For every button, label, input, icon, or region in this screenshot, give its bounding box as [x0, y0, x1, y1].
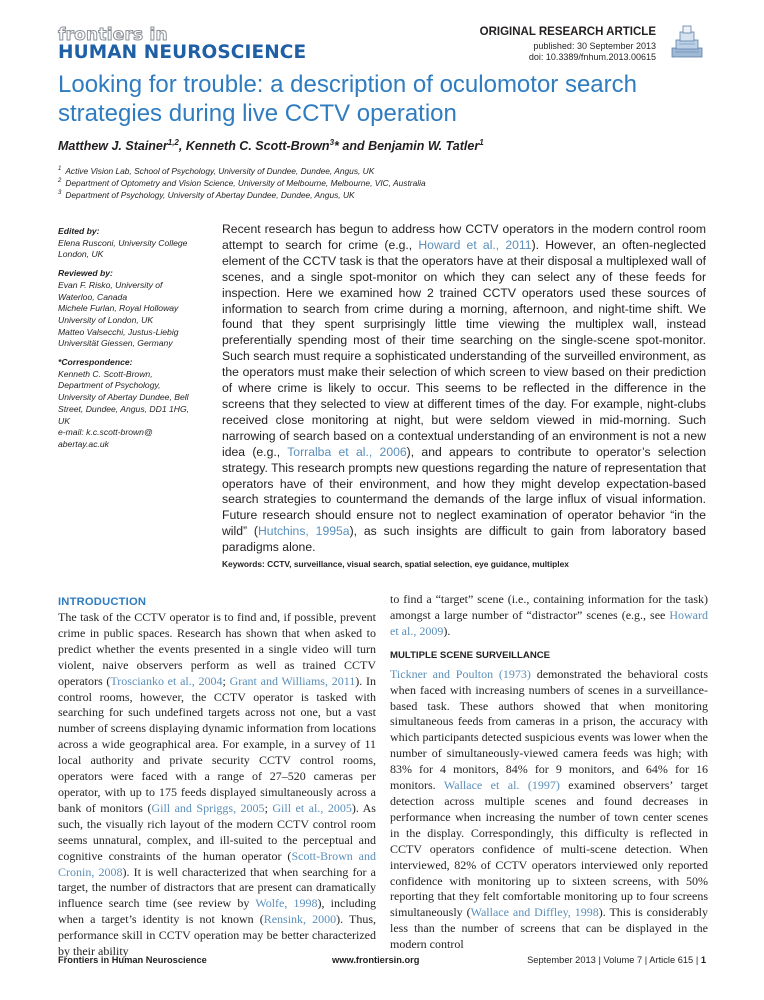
sidebar-line: Kenneth C. Scott-Brown, [58, 368, 153, 379]
author-list [58, 138, 484, 153]
affiliation-number: 2 [58, 178, 62, 185]
doi[interactable]: doi: 10.3389/fnhum.2013.00615 [528, 52, 656, 62]
article-title: Looking for trouble: a description of oculomotor search strategies during live CCTV operation [58, 71, 637, 127]
affiliation-text: Department of Psychology, University of Abertay Dundee, Dundee, Angus, UK [65, 190, 355, 200]
page-number: 1 [700, 955, 706, 965]
body-column-left [58, 596, 377, 960]
footer-volume: Volume 7 [603, 955, 643, 965]
author-name[interactable]: Matthew J. Stainer [58, 139, 168, 154]
body-text: ), including when a target’s identity is not known ( [58, 896, 376, 927]
citation-link[interactable]: Howard et al., 2009 [390, 607, 708, 638]
journal-logo-bottom: HUMAN NEUROSCIENCE [58, 42, 307, 63]
author-name[interactable]: Benjamin W. Tatler [368, 139, 480, 154]
citation-link[interactable]: Torralba et al., 2006 [287, 444, 407, 459]
affiliation-text: Active Vision Lab, School of Psychology, University of Dundee, Dundee, Angus, UK [65, 166, 375, 176]
author-name[interactable]: Kenneth C. Scott-Brown [185, 139, 330, 154]
citation-link[interactable]: Tickner and Poulton (1973) [390, 666, 531, 681]
affiliation-number: 1 [58, 166, 62, 173]
sidebar-line: Waterloo, Canada [58, 291, 128, 302]
body-text: demonstrated the behavioral costs when faced with increasing numbers of scenes in a surveillance-based task. These authors showed that when monitoring simultaneous feeds from cameras in a prison, the accuracy with which participants detected suspicious events was lower when the number of simultaneously-viewed camera feeds was high; with 83% for 4 monitors, 84% for 9 monitors, and 64% for 16 monitors. [390, 666, 708, 793]
body-text: ; [222, 673, 230, 688]
published-date: published: 30 September 2013 [533, 41, 656, 51]
sidebar-line: Matteo Valsecchi, Justus-Liebig [58, 326, 179, 337]
body-text: The task of the CCTV operator is to find and, if possible, prevent crime in public spaces. Research has shown that when asked to predict whether the events presented in a single video will turn violent, naive observers perform as well as trained CCTV operators ( [58, 610, 376, 688]
citation-link[interactable]: Troscianko et al., 2004 [110, 673, 223, 688]
affiliation [58, 178, 426, 188]
email-line[interactable]: abertay.ac.uk [58, 438, 109, 449]
correspondence-label: *Correspondence: [58, 357, 133, 368]
footer-issue-info [527, 955, 706, 965]
citation-link[interactable]: Scott-Brown and Cronin, 2008 [58, 848, 377, 879]
editorial-sidebar [58, 222, 230, 451]
sidebar-line: University of Abertay Dundee, Bell [58, 392, 189, 403]
sidebar-line: University of London, UK [58, 314, 154, 325]
body-text: ). Thus, performance skill in CCTV operation may be better characterized by their ability [58, 912, 376, 959]
footer-article-number: Article 615 [649, 955, 694, 965]
footer-date: September 2013 [527, 955, 596, 965]
sidebar-line: Street, Dundee, Angus, DD1 1HG, [58, 403, 190, 414]
affiliation-text: Department of Optometry and Vision Science, University of Melbourne, Melbourne, VIC, Australia [65, 178, 426, 188]
citation-link[interactable]: Gill and Spriggs, 2005 [151, 800, 265, 815]
affiliation-number: 3 [58, 190, 62, 197]
citation-link[interactable]: Howard et al., 2011 [418, 237, 532, 252]
footer-separator: | [693, 955, 701, 965]
body-text: ). In control rooms, however, the CCTV operator is tasked with searching for such undefined targets across not one, but a vast number of screens displaying dynamic information from locations across a wide geographical area. For example, in a survey of 11 local authority and private security CCTV control rooms, operators were faced with a range of 27–520 cameras per operator, with up to 175 feeds displayed simultaneously across a bank of monitors ( [58, 673, 376, 815]
citation-link[interactable]: Gill et al., 2005 [272, 800, 352, 815]
sidebar-line: Evan F. Risko, University of [58, 279, 163, 290]
body-text: examined observers’ target detection across multiple scenes and found decreases in performance when increasing the number of town center scenes in the display. Correspondingly, this difficulty is reflected in CCTV operators confidence of multi-scene detection. When interviewed, 82% of CCTV operators interviewed only reported confidence with monitoring up to sixteen screens, with 50% reporting that they felt comfortable monitoring up to four screens simultaneously ( [390, 778, 709, 920]
footer-journal-name: Frontiers in Human Neuroscience [58, 955, 207, 965]
citation-link[interactable]: Grant and Williams, 2011 [229, 673, 356, 688]
abstract [222, 222, 706, 556]
author-affil-sup: 1 [479, 138, 484, 147]
corresponding-mark: * [334, 139, 339, 154]
edited-by-label: Edited by: [58, 226, 100, 236]
abstract-text: ), and appears to contribute to operator’s selection strategy. This research prompts new questions regarding the nature of representation that operators have of their environment, and how they might develop expectation-based search strategies to countermand the demands of the large influx of visual information. Future research should ensure not to neglect examination of operator behavior “in the wild” ( [222, 444, 706, 539]
sidebar-line: London, UK [58, 249, 104, 260]
abstract-text: ), as such insights are difficult to gain from laboratory based paradigms alone. [222, 524, 707, 555]
journal-brand-icon [670, 24, 704, 60]
abstract-text: Recent research has begun to address how CCTV operators in the modern control room attempt to search for crime (e.g., [222, 222, 706, 252]
sidebar-line: Elena Rusconi, University College [58, 237, 188, 248]
affiliation [58, 190, 355, 200]
body-text: ). [443, 623, 451, 638]
author-affil-sup: 3 [329, 138, 335, 147]
section-heading-introduction: INTRODUCTION [58, 596, 147, 608]
citation-link[interactable]: Wallace and Diffley, 1998 [470, 905, 599, 920]
citation-link[interactable]: Rensink, 2000 [263, 912, 337, 927]
footer-separator: | [642, 955, 650, 965]
sidebar-line: Universität Giessen, Germany [58, 338, 173, 349]
body-text: to find a “target” scene (i.e., containing information for the task) amongst a large number of “distractor” scenes (e.g., see [390, 592, 708, 622]
author-and: and [338, 139, 369, 154]
body-text: ). This is considerably less than the number of screens that can be displayed in the modern control [390, 905, 708, 952]
citation-link[interactable]: Wolfe, 1998 [255, 896, 318, 911]
email-line[interactable]: e-mail: k.c.scott-brown@ [58, 427, 153, 438]
body-text: ; [264, 800, 273, 815]
body-text: ). It is well characterized that when searching for a target, the number of distractors that are present can dramatically influence search time (see review by [58, 864, 376, 911]
subsection-heading-multiple-scene-surveillance: MULTIPLE SCENE SURVEILLANCE [390, 649, 551, 661]
article-type: ORIGINAL RESEARCH ARTICLE [479, 26, 656, 38]
citation-link[interactable]: Wallace et al. (1997) [443, 778, 560, 793]
reviewed-by-label: Reviewed by: [58, 268, 113, 279]
body-column-right [390, 592, 708, 953]
body-text: ). As such, the visually rich layout of the modern CCTV control room seems unnatural, complex, and ill-suited to the perceptual and cognitive constraints of the human operator ( [58, 800, 376, 863]
keywords: Keywords: CCTV, surveillance, visual search, spatial selection, eye guidance, multiplex [222, 559, 569, 569]
journal-logo-top: frontiers in [58, 25, 168, 45]
abstract-text: ). However, an often-neglected element of the CCTV task is that the operators have at their disposal a multiplexed wall of scenes, and a single spot-monitor on which they can select any of these feeds for inspection. Here we examined how 2 trained CCTV operators used these sources of information to search from crime during a morning, afternoon, and night-time shift. We found that they spent surprisingly little time viewing the multiplex wall, instead preferentially spending most of their time searching on the single-scene spot-monitor. Such search must require a sophisticated understanding of the surveilled environment, as the operators must make their selection of which screen to view based on their prediction of where crime is likely to occur. This seems to be reflected in the difference in the screens that they selected to view at different times of the day. For example, night-clubs received close monitoring at night, but were seldom viewed in mid-morning. Such narrowing of search based on a contextual understanding of an environment is not a new idea (e.g., [222, 237, 706, 459]
citation-link[interactable]: Hutchins, 1995a [258, 524, 350, 539]
author-affil-sup: 1,2 [167, 138, 179, 147]
sidebar-line: Michele Furlan, Royal Holloway [58, 303, 179, 314]
author-separator: , [178, 139, 186, 154]
footer-separator: | [595, 955, 604, 965]
footer-website-link[interactable]: www.frontiersin.org [332, 955, 420, 965]
affiliation [58, 166, 374, 176]
sidebar-line: UK [58, 415, 70, 426]
sidebar-line: Department of Psychology, [58, 380, 161, 391]
